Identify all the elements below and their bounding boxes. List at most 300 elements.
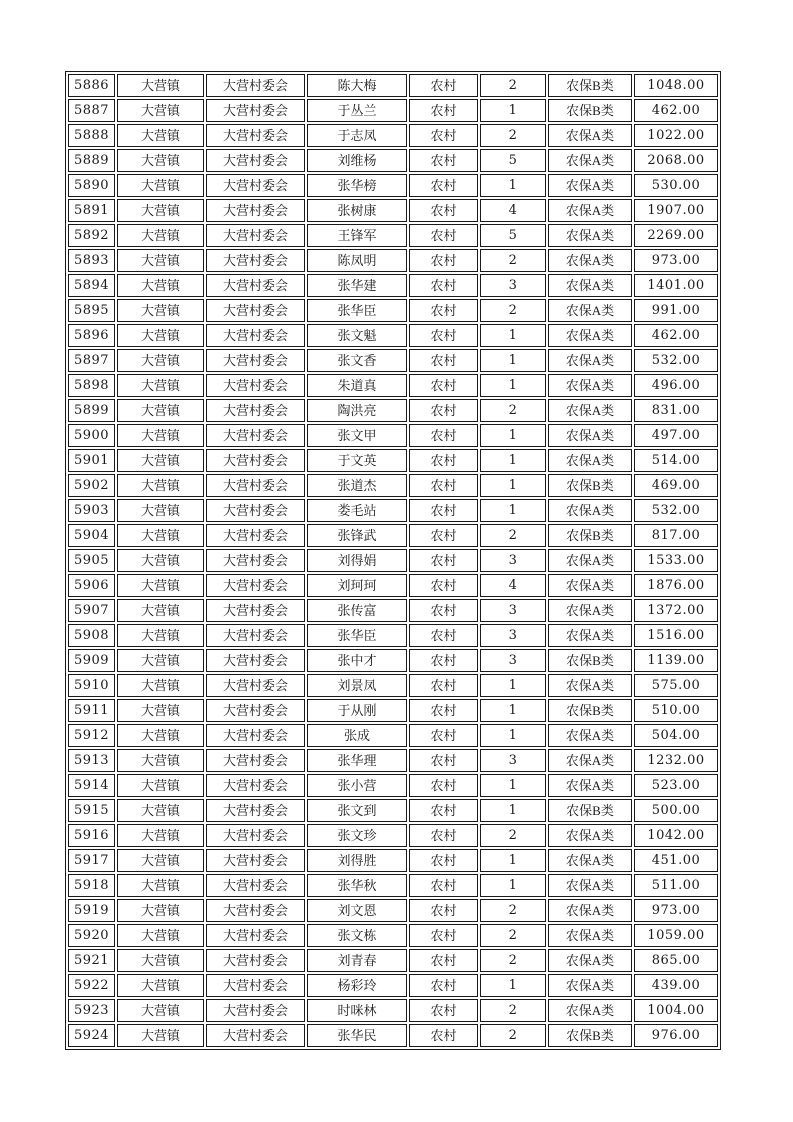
cell-person-name: 张文甲 — [307, 424, 407, 447]
cell-town: 大营镇 — [117, 724, 204, 747]
cell-serial-number: 5901 — [68, 449, 115, 472]
cell-person-name: 于从刚 — [307, 699, 407, 722]
cell-person-count: 1 — [480, 474, 546, 497]
cell-person-name: 王锋军 — [307, 224, 407, 247]
cell-residence-type: 农村 — [409, 624, 478, 647]
cell-insurance-category: 农保A类 — [548, 574, 632, 597]
cell-village-committee: 大营村委会 — [206, 74, 305, 97]
cell-village-committee: 大营村委会 — [206, 574, 305, 597]
cell-town: 大营镇 — [117, 699, 204, 722]
table-row — [68, 324, 718, 347]
cell-residence-type: 农村 — [409, 949, 478, 972]
cell-residence-type: 农村 — [409, 649, 478, 672]
table-row — [68, 1024, 718, 1047]
cell-person-count: 1 — [480, 349, 546, 372]
cell-person-name: 陶洪亮 — [307, 399, 407, 422]
cell-insurance-category: 农保A类 — [548, 849, 632, 872]
cell-amount: 973.00 — [634, 899, 718, 922]
cell-person-name: 张传富 — [307, 599, 407, 622]
cell-insurance-category: 农保B类 — [548, 99, 632, 122]
table-row — [68, 174, 718, 197]
table-row — [68, 474, 718, 497]
cell-person-count: 1 — [480, 774, 546, 797]
cell-town: 大营镇 — [117, 624, 204, 647]
cell-amount: 1232.00 — [634, 749, 718, 772]
cell-insurance-category: 农保A类 — [548, 974, 632, 997]
cell-town: 大营镇 — [117, 774, 204, 797]
table-row — [68, 499, 718, 522]
cell-village-committee: 大营村委会 — [206, 349, 305, 372]
cell-serial-number: 5895 — [68, 299, 115, 322]
cell-person-count: 2 — [480, 299, 546, 322]
cell-residence-type: 农村 — [409, 499, 478, 522]
cell-person-count: 2 — [480, 924, 546, 947]
table-row — [68, 999, 718, 1022]
cell-village-committee: 大营村委会 — [206, 299, 305, 322]
cell-person-count: 3 — [480, 624, 546, 647]
cell-town: 大营镇 — [117, 649, 204, 672]
cell-residence-type: 农村 — [409, 874, 478, 897]
cell-residence-type: 农村 — [409, 724, 478, 747]
cell-person-name: 张华榜 — [307, 174, 407, 197]
cell-town: 大营镇 — [117, 124, 204, 147]
cell-residence-type: 农村 — [409, 524, 478, 547]
cell-village-committee: 大营村委会 — [206, 1024, 305, 1047]
cell-village-committee: 大营村委会 — [206, 324, 305, 347]
cell-residence-type: 农村 — [409, 224, 478, 247]
cell-insurance-category: 农保A类 — [548, 374, 632, 397]
cell-serial-number: 5894 — [68, 274, 115, 297]
table-row — [68, 399, 718, 422]
cell-insurance-category: 农保B类 — [548, 799, 632, 822]
cell-town: 大营镇 — [117, 949, 204, 972]
cell-insurance-category: 农保A类 — [548, 499, 632, 522]
cell-insurance-category: 农保A类 — [548, 399, 632, 422]
cell-village-committee: 大营村委会 — [206, 274, 305, 297]
cell-person-name: 张华臣 — [307, 624, 407, 647]
cell-residence-type: 农村 — [409, 899, 478, 922]
cell-amount: 2068.00 — [634, 149, 718, 172]
cell-insurance-category: 农保A类 — [548, 874, 632, 897]
cell-serial-number: 5903 — [68, 499, 115, 522]
cell-serial-number: 5908 — [68, 624, 115, 647]
cell-person-name: 于文英 — [307, 449, 407, 472]
cell-village-committee: 大营村委会 — [206, 624, 305, 647]
cell-residence-type: 农村 — [409, 599, 478, 622]
cell-amount: 523.00 — [634, 774, 718, 797]
cell-serial-number: 5902 — [68, 474, 115, 497]
table-row — [68, 899, 718, 922]
table-row — [68, 374, 718, 397]
cell-insurance-category: 农保A类 — [548, 824, 632, 847]
cell-person-count: 1 — [480, 849, 546, 872]
cell-amount: 500.00 — [634, 799, 718, 822]
cell-serial-number: 5906 — [68, 574, 115, 597]
table-row — [68, 224, 718, 247]
cell-residence-type: 农村 — [409, 799, 478, 822]
cell-amount: 1372.00 — [634, 599, 718, 622]
cell-person-count: 1 — [480, 424, 546, 447]
cell-town: 大营镇 — [117, 674, 204, 697]
cell-town: 大营镇 — [117, 549, 204, 572]
table-row — [68, 299, 718, 322]
cell-village-committee: 大营村委会 — [206, 224, 305, 247]
table-row — [68, 924, 718, 947]
cell-person-name: 刘珂珂 — [307, 574, 407, 597]
table-row — [68, 674, 718, 697]
cell-serial-number: 5924 — [68, 1024, 115, 1047]
cell-town: 大营镇 — [117, 974, 204, 997]
cell-village-committee: 大营村委会 — [206, 199, 305, 222]
cell-village-committee: 大营村委会 — [206, 999, 305, 1022]
cell-village-committee: 大营村委会 — [206, 499, 305, 522]
cell-person-count: 1 — [480, 974, 546, 997]
table-row — [68, 799, 718, 822]
cell-insurance-category: 农保A类 — [548, 999, 632, 1022]
table-row — [68, 74, 718, 97]
table-row — [68, 749, 718, 772]
cell-town: 大营镇 — [117, 99, 204, 122]
cell-serial-number: 5915 — [68, 799, 115, 822]
cell-town: 大营镇 — [117, 199, 204, 222]
cell-person-name: 刘维杨 — [307, 149, 407, 172]
cell-person-count: 2 — [480, 899, 546, 922]
cell-amount: 451.00 — [634, 849, 718, 872]
cell-amount: 1401.00 — [634, 274, 718, 297]
cell-person-count: 1 — [480, 374, 546, 397]
cell-amount: 532.00 — [634, 349, 718, 372]
cell-residence-type: 农村 — [409, 749, 478, 772]
cell-residence-type: 农村 — [409, 999, 478, 1022]
cell-village-committee: 大营村委会 — [206, 149, 305, 172]
cell-village-committee: 大营村委会 — [206, 724, 305, 747]
cell-person-name: 刘得胜 — [307, 849, 407, 872]
cell-person-name: 于志凤 — [307, 124, 407, 147]
cell-town: 大营镇 — [117, 599, 204, 622]
cell-person-name: 朱道真 — [307, 374, 407, 397]
cell-amount: 496.00 — [634, 374, 718, 397]
cell-person-name: 张道杰 — [307, 474, 407, 497]
cell-person-count: 2 — [480, 949, 546, 972]
cell-town: 大营镇 — [117, 449, 204, 472]
cell-village-committee: 大营村委会 — [206, 774, 305, 797]
table-row — [68, 249, 718, 272]
cell-insurance-category: 农保B类 — [548, 1024, 632, 1047]
cell-village-committee: 大营村委会 — [206, 174, 305, 197]
cell-amount: 831.00 — [634, 399, 718, 422]
cell-insurance-category: 农保A类 — [548, 899, 632, 922]
cell-insurance-category: 农保A类 — [548, 199, 632, 222]
table-row — [68, 649, 718, 672]
cell-amount: 1876.00 — [634, 574, 718, 597]
table-row — [68, 874, 718, 897]
cell-person-name: 刘文恩 — [307, 899, 407, 922]
cell-insurance-category: 农保A类 — [548, 124, 632, 147]
cell-town: 大营镇 — [117, 849, 204, 872]
cell-insurance-category: 农保A类 — [548, 349, 632, 372]
cell-amount: 1533.00 — [634, 549, 718, 572]
cell-amount: 532.00 — [634, 499, 718, 522]
cell-serial-number: 5916 — [68, 824, 115, 847]
cell-serial-number: 5919 — [68, 899, 115, 922]
cell-person-name: 张小营 — [307, 774, 407, 797]
cell-insurance-category: 农保A类 — [548, 324, 632, 347]
cell-person-count: 2 — [480, 124, 546, 147]
cell-person-name: 陈大梅 — [307, 74, 407, 97]
cell-village-committee: 大营村委会 — [206, 549, 305, 572]
cell-town: 大营镇 — [117, 174, 204, 197]
cell-insurance-category: 农保A类 — [548, 424, 632, 447]
table-row — [68, 124, 718, 147]
cell-serial-number: 5898 — [68, 374, 115, 397]
cell-insurance-category: 农保B类 — [548, 524, 632, 547]
cell-person-count: 1 — [480, 674, 546, 697]
cell-town: 大营镇 — [117, 474, 204, 497]
cell-serial-number: 5905 — [68, 549, 115, 572]
cell-serial-number: 5886 — [68, 74, 115, 97]
cell-person-count: 4 — [480, 574, 546, 597]
cell-village-committee: 大营村委会 — [206, 524, 305, 547]
cell-residence-type: 农村 — [409, 174, 478, 197]
cell-residence-type: 农村 — [409, 824, 478, 847]
cell-village-committee: 大营村委会 — [206, 249, 305, 272]
cell-person-count: 3 — [480, 549, 546, 572]
cell-person-name: 张文魁 — [307, 324, 407, 347]
cell-person-count: 3 — [480, 274, 546, 297]
cell-amount: 973.00 — [634, 249, 718, 272]
table-row — [68, 724, 718, 747]
cell-village-committee: 大营村委会 — [206, 124, 305, 147]
cell-insurance-category: 农保A类 — [548, 174, 632, 197]
table-row — [68, 524, 718, 547]
cell-serial-number: 5896 — [68, 324, 115, 347]
cell-amount: 817.00 — [634, 524, 718, 547]
cell-insurance-category: 农保B类 — [548, 699, 632, 722]
cell-town: 大营镇 — [117, 799, 204, 822]
cell-town: 大营镇 — [117, 574, 204, 597]
cell-town: 大营镇 — [117, 374, 204, 397]
cell-person-count: 1 — [480, 449, 546, 472]
cell-person-name: 张文栋 — [307, 924, 407, 947]
cell-residence-type: 农村 — [409, 574, 478, 597]
benefit-roster-table — [65, 71, 721, 1050]
cell-village-committee: 大营村委会 — [206, 674, 305, 697]
cell-person-count: 2 — [480, 1024, 546, 1047]
cell-serial-number: 5910 — [68, 674, 115, 697]
cell-amount: 1048.00 — [634, 74, 718, 97]
cell-residence-type: 农村 — [409, 699, 478, 722]
cell-village-committee: 大营村委会 — [206, 924, 305, 947]
cell-insurance-category: 农保A类 — [548, 599, 632, 622]
cell-person-count: 2 — [480, 399, 546, 422]
cell-residence-type: 农村 — [409, 674, 478, 697]
cell-insurance-category: 农保A类 — [548, 924, 632, 947]
cell-insurance-category: 农保A类 — [548, 749, 632, 772]
cell-amount: 514.00 — [634, 449, 718, 472]
cell-residence-type: 农村 — [409, 424, 478, 447]
cell-serial-number: 5904 — [68, 524, 115, 547]
cell-serial-number: 5917 — [68, 849, 115, 872]
cell-residence-type: 农村 — [409, 1024, 478, 1047]
cell-amount: 575.00 — [634, 674, 718, 697]
cell-town: 大营镇 — [117, 249, 204, 272]
cell-person-count: 1 — [480, 724, 546, 747]
cell-person-name: 张文香 — [307, 349, 407, 372]
cell-amount: 462.00 — [634, 99, 718, 122]
cell-village-committee: 大营村委会 — [206, 899, 305, 922]
cell-amount: 1907.00 — [634, 199, 718, 222]
table-row — [68, 974, 718, 997]
cell-town: 大营镇 — [117, 274, 204, 297]
cell-person-name: 时咪林 — [307, 999, 407, 1022]
cell-amount: 530.00 — [634, 174, 718, 197]
cell-town: 大营镇 — [117, 749, 204, 772]
cell-serial-number: 5921 — [68, 949, 115, 972]
cell-insurance-category: 农保A类 — [548, 274, 632, 297]
cell-serial-number: 5914 — [68, 774, 115, 797]
cell-person-count: 2 — [480, 824, 546, 847]
cell-person-count: 2 — [480, 249, 546, 272]
cell-person-name: 张华建 — [307, 274, 407, 297]
cell-amount: 439.00 — [634, 974, 718, 997]
cell-residence-type: 农村 — [409, 99, 478, 122]
cell-person-name: 张华臣 — [307, 299, 407, 322]
cell-village-committee: 大营村委会 — [206, 449, 305, 472]
cell-serial-number: 5912 — [68, 724, 115, 747]
cell-person-name: 张华理 — [307, 749, 407, 772]
cell-person-name: 娄毛站 — [307, 499, 407, 522]
cell-town: 大营镇 — [117, 874, 204, 897]
cell-village-committee: 大营村委会 — [206, 99, 305, 122]
table-row — [68, 99, 718, 122]
cell-person-count: 3 — [480, 649, 546, 672]
cell-residence-type: 农村 — [409, 974, 478, 997]
cell-residence-type: 农村 — [409, 324, 478, 347]
cell-amount: 2269.00 — [634, 224, 718, 247]
cell-insurance-category: 农保B类 — [548, 649, 632, 672]
cell-serial-number: 5892 — [68, 224, 115, 247]
cell-residence-type: 农村 — [409, 74, 478, 97]
cell-town: 大营镇 — [117, 924, 204, 947]
cell-person-name: 陈凤明 — [307, 249, 407, 272]
cell-serial-number: 5920 — [68, 924, 115, 947]
cell-insurance-category: 农保A类 — [548, 149, 632, 172]
cell-serial-number: 5897 — [68, 349, 115, 372]
cell-town: 大营镇 — [117, 899, 204, 922]
cell-town: 大营镇 — [117, 224, 204, 247]
table-row — [68, 774, 718, 797]
cell-person-count: 1 — [480, 699, 546, 722]
cell-insurance-category: 农保A类 — [548, 674, 632, 697]
cell-person-count: 4 — [480, 199, 546, 222]
cell-person-count: 1 — [480, 324, 546, 347]
cell-amount: 991.00 — [634, 299, 718, 322]
cell-person-count: 1 — [480, 99, 546, 122]
cell-amount: 1022.00 — [634, 124, 718, 147]
cell-serial-number: 5900 — [68, 424, 115, 447]
cell-insurance-category: 农保A类 — [548, 724, 632, 747]
cell-serial-number: 5887 — [68, 99, 115, 122]
cell-person-name: 张华秋 — [307, 874, 407, 897]
cell-amount: 511.00 — [634, 874, 718, 897]
table-body — [68, 74, 718, 1047]
cell-amount: 1042.00 — [634, 824, 718, 847]
table-row — [68, 274, 718, 297]
cell-town: 大营镇 — [117, 999, 204, 1022]
cell-amount: 504.00 — [634, 724, 718, 747]
cell-person-name: 张成 — [307, 724, 407, 747]
cell-town: 大营镇 — [117, 74, 204, 97]
cell-insurance-category: 农保A类 — [548, 224, 632, 247]
cell-person-name: 张文珍 — [307, 824, 407, 847]
cell-serial-number: 5922 — [68, 974, 115, 997]
cell-town: 大营镇 — [117, 324, 204, 347]
cell-person-name: 刘青春 — [307, 949, 407, 972]
cell-village-committee: 大营村委会 — [206, 974, 305, 997]
cell-person-count: 3 — [480, 599, 546, 622]
cell-insurance-category: 农保A类 — [548, 774, 632, 797]
cell-person-count: 1 — [480, 174, 546, 197]
cell-person-count: 1 — [480, 499, 546, 522]
cell-person-count: 2 — [480, 74, 546, 97]
table-row — [68, 449, 718, 472]
cell-serial-number: 5889 — [68, 149, 115, 172]
cell-village-committee: 大营村委会 — [206, 749, 305, 772]
table-row — [68, 549, 718, 572]
cell-person-count: 3 — [480, 749, 546, 772]
cell-amount: 1139.00 — [634, 649, 718, 672]
cell-insurance-category: 农保A类 — [548, 549, 632, 572]
table-row — [68, 949, 718, 972]
cell-town: 大营镇 — [117, 1024, 204, 1047]
cell-person-name: 张文到 — [307, 799, 407, 822]
table-row — [68, 199, 718, 222]
cell-person-count: 2 — [480, 524, 546, 547]
cell-person-count: 2 — [480, 999, 546, 1022]
cell-person-name: 张中才 — [307, 649, 407, 672]
cell-person-name: 张华民 — [307, 1024, 407, 1047]
cell-person-name: 张树康 — [307, 199, 407, 222]
cell-residence-type: 农村 — [409, 374, 478, 397]
cell-person-count: 1 — [480, 799, 546, 822]
cell-residence-type: 农村 — [409, 349, 478, 372]
cell-insurance-category: 农保A类 — [548, 299, 632, 322]
cell-town: 大营镇 — [117, 349, 204, 372]
cell-person-name: 杨彩玲 — [307, 974, 407, 997]
cell-residence-type: 农村 — [409, 549, 478, 572]
table-row — [68, 574, 718, 597]
cell-village-committee: 大营村委会 — [206, 799, 305, 822]
cell-insurance-category: 农保A类 — [548, 624, 632, 647]
cell-residence-type: 农村 — [409, 274, 478, 297]
cell-amount: 510.00 — [634, 699, 718, 722]
cell-insurance-category: 农保A类 — [548, 949, 632, 972]
cell-village-committee: 大营村委会 — [206, 699, 305, 722]
cell-serial-number: 5923 — [68, 999, 115, 1022]
cell-village-committee: 大营村委会 — [206, 949, 305, 972]
cell-village-committee: 大营村委会 — [206, 824, 305, 847]
cell-amount: 865.00 — [634, 949, 718, 972]
cell-town: 大营镇 — [117, 824, 204, 847]
cell-person-name: 刘景凤 — [307, 674, 407, 697]
cell-residence-type: 农村 — [409, 449, 478, 472]
cell-serial-number: 5909 — [68, 649, 115, 672]
cell-insurance-category: 农保B类 — [548, 474, 632, 497]
cell-insurance-category: 农保A类 — [548, 249, 632, 272]
table-row — [68, 824, 718, 847]
cell-amount: 1059.00 — [634, 924, 718, 947]
cell-residence-type: 农村 — [409, 399, 478, 422]
